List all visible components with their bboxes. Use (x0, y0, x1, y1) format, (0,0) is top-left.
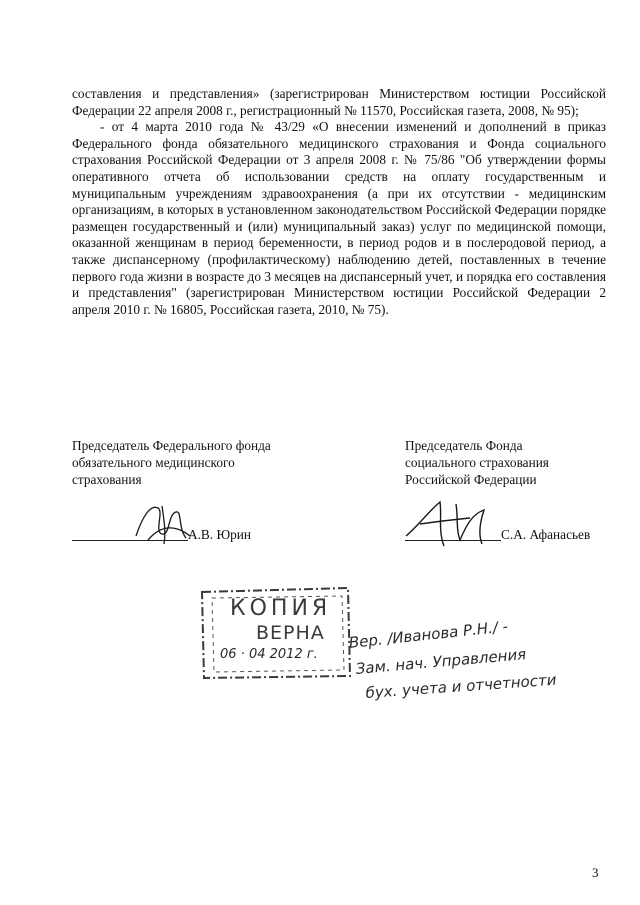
stamp-copy-label: КОПИЯ (230, 596, 332, 621)
handwritten-line-3: бух. учета и отчетности (365, 670, 557, 702)
signer-left-name: А.В. Юрин (188, 527, 251, 542)
signer-right-title-line-1: Председатель Фонда (405, 438, 523, 453)
signature-left (128, 498, 198, 548)
body-text (72, 86, 606, 318)
signer-left-title-line-2: обязательного медицинского (72, 455, 235, 470)
paragraph-2: - от 4 марта 2010 года № 43/29 «О внесении изменений и дополнений в приказ Федерального фонда обязательного медицинского страхования и Фонда социального страхования Российской Федерации от 3 апреля 2008 г. № 75/86 "Об утверждении формы оперативного отчета об использовании средств на оплату государственным и муниципальным учреждениям здравоохранения (а при их отсутствии - медицинским организациям, в которых в установленном законодательством Российской Федерации порядке размещен государственный и (или) муниципальный заказ) услуг по медицинской помощи, оказанной женщинам в период беременности, в период родов и в послеродовой период, а также диспансерному (профилактическому) наблюдению детей, поставленных в течение первого года жизни в возрасте до 3 месяцев на диспансерный учет, и порядка его составления и представления" (зарегистрирован Министерством юстиции Российской Федерации 2 апреля 2010 г. № 16805, Российская газета, 2010, № 75). (72, 119, 606, 317)
signer-right-title-line-2: социального страхования (405, 455, 549, 470)
signature-right (400, 496, 500, 552)
handwritten-line-1: Вер. /Иванова Р.Н./ - (348, 617, 509, 652)
signer-right-title (405, 437, 549, 488)
signer-right-title-line-3: Российской Федерации (405, 472, 537, 487)
signer-right-name: С.А. Афанасьев (501, 527, 591, 542)
paragraph-1: составления и представления» (зарегистрирован Министерством юстиции Российской Федерации 22 апреля 2008 г., регистрационный № 11570, Российская газета, 2008, № 95); (72, 86, 606, 118)
signer-left-title-line-1: Председатель Федерального фонда (72, 438, 271, 453)
signer-left-title-line-3: страхования (72, 472, 142, 487)
stamp-verified-label: ВЕРНА (256, 622, 325, 644)
handwritten-line-2: Зам. нач. Управления (355, 645, 527, 678)
signer-left-title (72, 437, 271, 488)
page-number: 3 (592, 865, 599, 880)
stamp-date: 06 · 04 2012 г. (220, 647, 318, 662)
